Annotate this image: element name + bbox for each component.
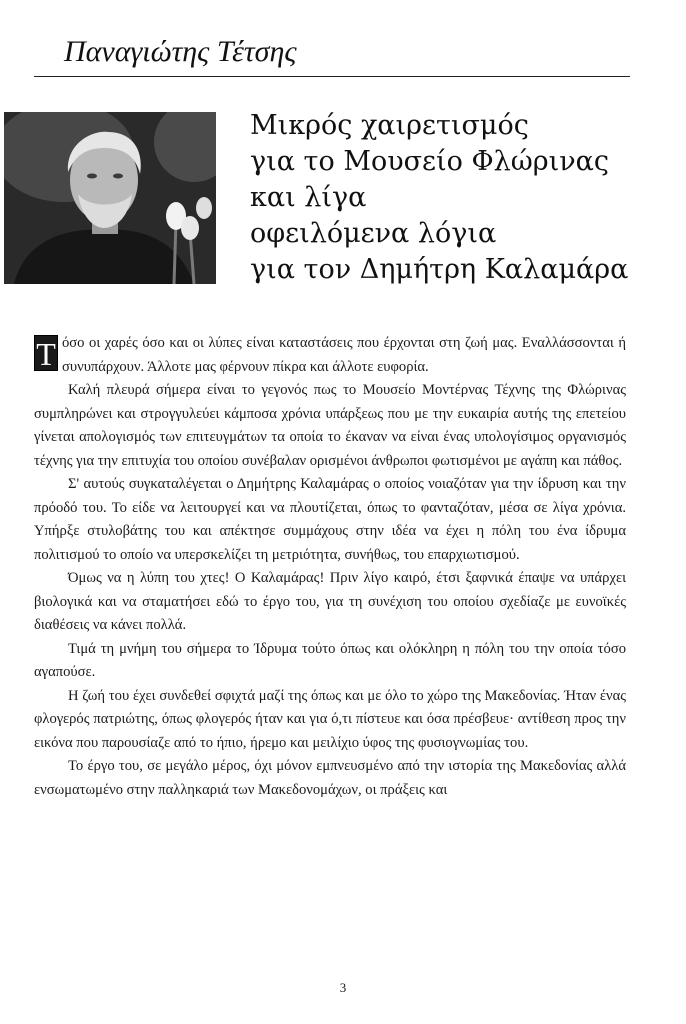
drop-cap: Τ bbox=[34, 335, 58, 371]
paragraph: Όμως να η λύπη του χτες! Ο Καλαμάρας! Πριν λίγο καιρό, έτσι ξαφνικά έπαψε να υπάρχει βιολογικά και να σταματήσει εδώ το έργο του, για τη συνέχιση του οποίου σχεδίαζε με ευνοϊκές διαθέσεις να κάνει πολλά. bbox=[34, 570, 626, 633]
title-line: Μικρός χαιρετισμός bbox=[250, 110, 529, 141]
article-title bbox=[250, 108, 670, 288]
header-rule bbox=[34, 76, 630, 77]
paragraph: Το έργο του, σε μεγάλο μέρος, όχι μόνον εμπνευσμένο από την ιστορία της Μακεδονίας αλλά ενσωματωμένο στην παλληκαριά των Μακεδονομάχων, οι πράξεις και bbox=[34, 758, 626, 798]
page-number: 3 bbox=[339, 980, 347, 995]
paragraph: Σ' αυτούς συγκαταλέγεται ο Δημήτρης Καλαμάρας ο οποίος νοιαζόταν για την ίδρυση και την πρόοδό του. Το είδε να λειτουργεί και να πλουτίζεται, όπως το φανταζόταν, μέσα σε λίγα χρόνια. Υπήρξε στυλοβάτης του και απέκτησε συμμάχους στην ιδέα να έχει η πόλη του ένα ίδρυμα πολιτισμού το οποίο να υπερσκελίζει τη μετριότητα, συνήθως, του επαρχιωτισμού. bbox=[34, 476, 626, 563]
paragraph: Τιμά τη μνήμη του σήμερα το Ίδρυμα τούτο όπως και ολόκληρη η πόλη του την οποία τόσο αγαπούσε. bbox=[34, 640, 626, 680]
running-header bbox=[34, 34, 630, 77]
title-line: για τον Δημήτρη Καλαμάρα bbox=[250, 254, 629, 285]
author-name: Παναγιώτης Τέτσης bbox=[64, 35, 297, 68]
article-body bbox=[34, 332, 626, 802]
paragraph: Η ζωή του έχει συνδεθεί σφιχτά μαζί της όπως και με όλο το χώρο της Μακεδονίας. Ήταν ένας φλογερός πατριώτης, όπως φλογερός ήταν και για ό,τι πίστευε και όσα πρέσβευε· αντίθεση προς την εικόνα που παρουσίαζε από το ήπιο, ήρεμο και μειλίχιο ύφος της φυσιογνωμίας του. bbox=[34, 687, 626, 751]
title-line: οφειλόμενα λόγια bbox=[250, 218, 497, 249]
paragraph-text: όσο οι χαρές όσο και οι λύπες είναι καταστάσεις που έρχονται στη ζωή μας. Εναλλάσσονται ή συνυπάρχουν. Άλλοτε μας φέρνουν πίκρα και άλλοτε ευφορία. bbox=[62, 335, 626, 375]
title-line: και λίγα bbox=[250, 182, 367, 213]
paragraph bbox=[34, 332, 626, 379]
title-line: για το Μουσείο Φλώρινας bbox=[250, 146, 609, 177]
paragraph: Καλή πλευρά σήμερα είναι το γεγονός πως το Μουσείο Μοντέρνας Τέχνης της Φλώρινας συμπληρώνει και στρογγυλεύει κάμποσα χρόνια υπάρξεως που με την ευκαιρία αυτής της επετείου γίνεται απολογισμός των επιτευγμάτων τα οποία το έκαναν να είναι ένας υπολογίσιμος οργανισμός τέχνης για την επιτυχία του οποίου συνέβαλαν ορισμένοι άνθρωποι φωτισμένοι με αγάπη και πάθος. bbox=[34, 382, 626, 469]
author-portrait bbox=[4, 112, 216, 284]
